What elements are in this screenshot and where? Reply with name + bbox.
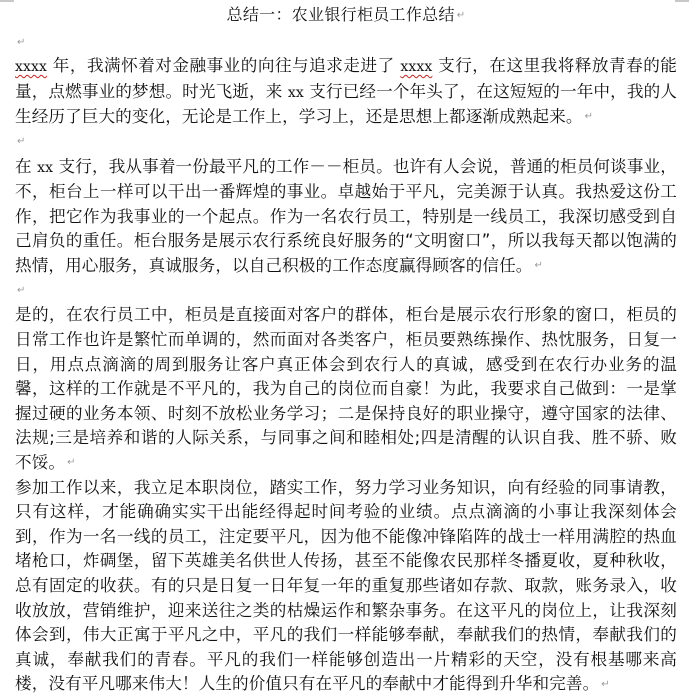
empty-paragraph bbox=[15, 279, 677, 304]
paragraph-mark-icon: ↵ bbox=[584, 111, 594, 123]
page-corner-mark-left bbox=[0, 0, 14, 2]
body-paragraph-4 bbox=[15, 476, 677, 697]
empty-paragraph bbox=[15, 27, 677, 54]
paragraph-text: 支行，我从事着一份最平凡的工作－－柜员。也许有人会说，普通的柜员何谈事业，不，柜台上一样可以干出一番辉煌的事业。卓越始于平凡，完美源于认真。我热爱这份工作，把它作为我事业的一个起点。作为一名农行员工，特别是一线员工，我深切感受到自己肩负的重任。柜台服务是展示农行系统良好服务的“文明窗口”，所以我每天都以饱满的热情，用心服务，真诚服务，以自己积极的工作态度赢得顾客的信任。 bbox=[15, 156, 677, 275]
paragraph-text: 在 bbox=[15, 156, 38, 176]
paragraph-text: 支行已经一个年头了，在这短短的一年中，我的人生经历了巨大的变化，无论是工作上，学习上，还是思想上都逐渐成熟起来。 bbox=[15, 81, 677, 127]
paragraph-mark-icon: ↵ bbox=[456, 9, 466, 21]
body-paragraph-3 bbox=[15, 303, 677, 475]
body-paragraph-1 bbox=[15, 54, 677, 130]
placeholder-text: xx bbox=[37, 159, 54, 176]
paragraph-text: 支行，在这里我将释放青春的能量，点燃事业的梦想。时光飞逝，来 bbox=[15, 56, 677, 101]
placeholder-text: xx bbox=[287, 84, 304, 101]
paragraph-mark-icon: ↵ bbox=[17, 37, 26, 48]
paragraph-mark-icon: ↵ bbox=[601, 678, 610, 690]
placeholder-text: xxxx bbox=[15, 59, 47, 75]
body-paragraph-2 bbox=[15, 155, 677, 279]
paragraph-text: 是的，在农行员工中，柜员是直接面对客户的群体，柜台是展示农行形象的窗口，柜员的日常工作也许是繁忙而单调的，然而面对各类客户，柜员要熟练操作、热忱服务，日复一日，用点点滴滴的周到服务让客户真正体会到农行人的真诚，感受到在农行办业务的温馨，这样的工作就是不平凡的，我为自己的岗位而自豪！为此，我要求自己做到：一是掌握过硬的业务本领、时刻不放松业务学习；二是保持良好的职业操守，遵守国家的法律、法规;三是培养和谐的人际关系，与同事之间和睦相处;四是清醒的认识自我、胜不骄、败不馁。 bbox=[15, 305, 677, 472]
paragraph-text: 参加工作以来，我立足本职岗位，踏实工作，努力学习业务知识，向有经验的同事请教，只有这样，才能确确实实干出能经得起时间考验的业绩。点点滴滴的小事让我深刻体会到，作为一名一线的员工，注定要平凡，因为他不能像冲锋陷阵的战士一样用满腔的热血堵枪口，炸碉堡，留下英雄美名供世人传扬，甚至不能像农民那样冬播夏收，夏种秋收，总有固定的收获。有的只是日复一日年复一年的重复那些诸如存款、取款，账务录入，收收放放，营销维护，迎来送往之类的枯燥运作和繁杂事务。在这平凡的岗位上，让我深刻体会到，伟大正寓于平凡之中，平凡的我们一样能够奉献，奉献我们的热情，奉献我们的真诚，奉献我们的青春。平凡的我们一样能够创造出一片精彩的天空，没有根基哪来高楼，没有平凡哪来伟大！人生的价值只有在平凡的奉献中才能得到升华和完善。 bbox=[15, 477, 677, 694]
empty-paragraph bbox=[15, 130, 677, 155]
placeholder-text: xxxx bbox=[400, 59, 433, 75]
paragraph-text: 年，我满怀着对金融事业的向往与追求走进了 bbox=[46, 56, 401, 75]
paragraph-mark-icon: ↵ bbox=[17, 284, 26, 296]
page-corner-mark-right bbox=[675, 0, 689, 2]
paragraph-mark-icon: ↵ bbox=[17, 136, 26, 148]
paragraph-mark-icon: ↵ bbox=[67, 457, 76, 469]
document-page[interactable] bbox=[15, 0, 677, 697]
paragraph-mark-icon: ↵ bbox=[534, 260, 543, 272]
document-title-text: 总结一：农业银行柜员工作总结 bbox=[226, 5, 455, 24]
document-title bbox=[15, 0, 677, 27]
